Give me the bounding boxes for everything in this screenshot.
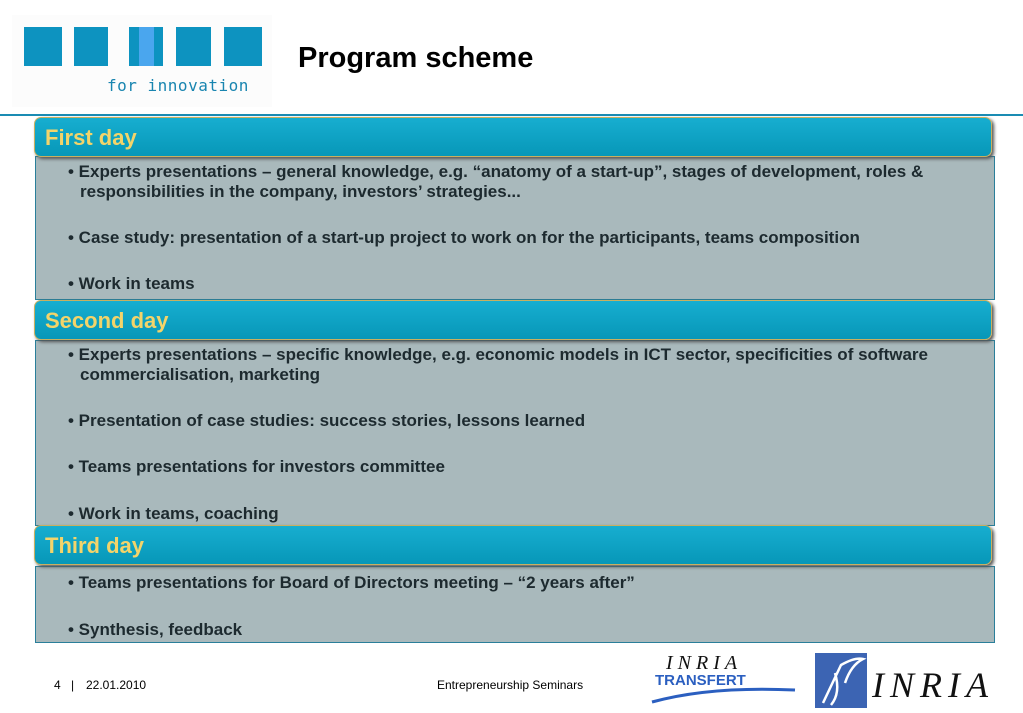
footer-event: Entrepreneurship Seminars xyxy=(437,678,584,692)
header-divider xyxy=(0,114,1023,116)
inria-transfert-logo xyxy=(650,652,800,702)
footer-date: 22.01.2010 xyxy=(86,678,147,692)
list-item: • Synthesis, feedback xyxy=(68,620,243,639)
inria-bird-emblem-icon xyxy=(815,653,867,708)
logo-text: INRIA xyxy=(666,652,743,674)
list-item: • Experts presentations – specific knowledge, e.g. economic models in ICT sector, specificities of software commercialisation, marketing xyxy=(68,345,928,384)
list-item: • Teams presentations for investors committee xyxy=(68,457,445,476)
inria-logo: INRIA xyxy=(872,665,994,705)
list-item: • Work in teams xyxy=(68,274,195,293)
list-item: • Teams presentations for Board of Directors meeting – “2 years after” xyxy=(68,573,635,592)
logo-text: TRANSFERT xyxy=(655,672,746,689)
page-number: 4 xyxy=(54,678,61,692)
footer-separator: | xyxy=(71,678,75,692)
slide-title: Program scheme xyxy=(298,42,534,74)
list-item: • Presentation of case studies: success stories, lessons learned xyxy=(68,411,586,430)
list-item: • Case study: presentation of a start-up project to work on for the participants, teams composition xyxy=(68,228,860,247)
list-item: • Work in teams, coaching xyxy=(68,504,279,523)
second-day-header: Second day xyxy=(34,300,992,340)
third-day-header: Third day xyxy=(34,525,992,565)
list-item: • Experts presentations – general knowledge, e.g. “anatomy of a start-up”, stages of development, roles & responsibilities in the company, investors’ strategies... xyxy=(68,162,924,201)
first-day-header: First day xyxy=(34,117,992,157)
logo-tagline: for innovation xyxy=(107,76,249,95)
